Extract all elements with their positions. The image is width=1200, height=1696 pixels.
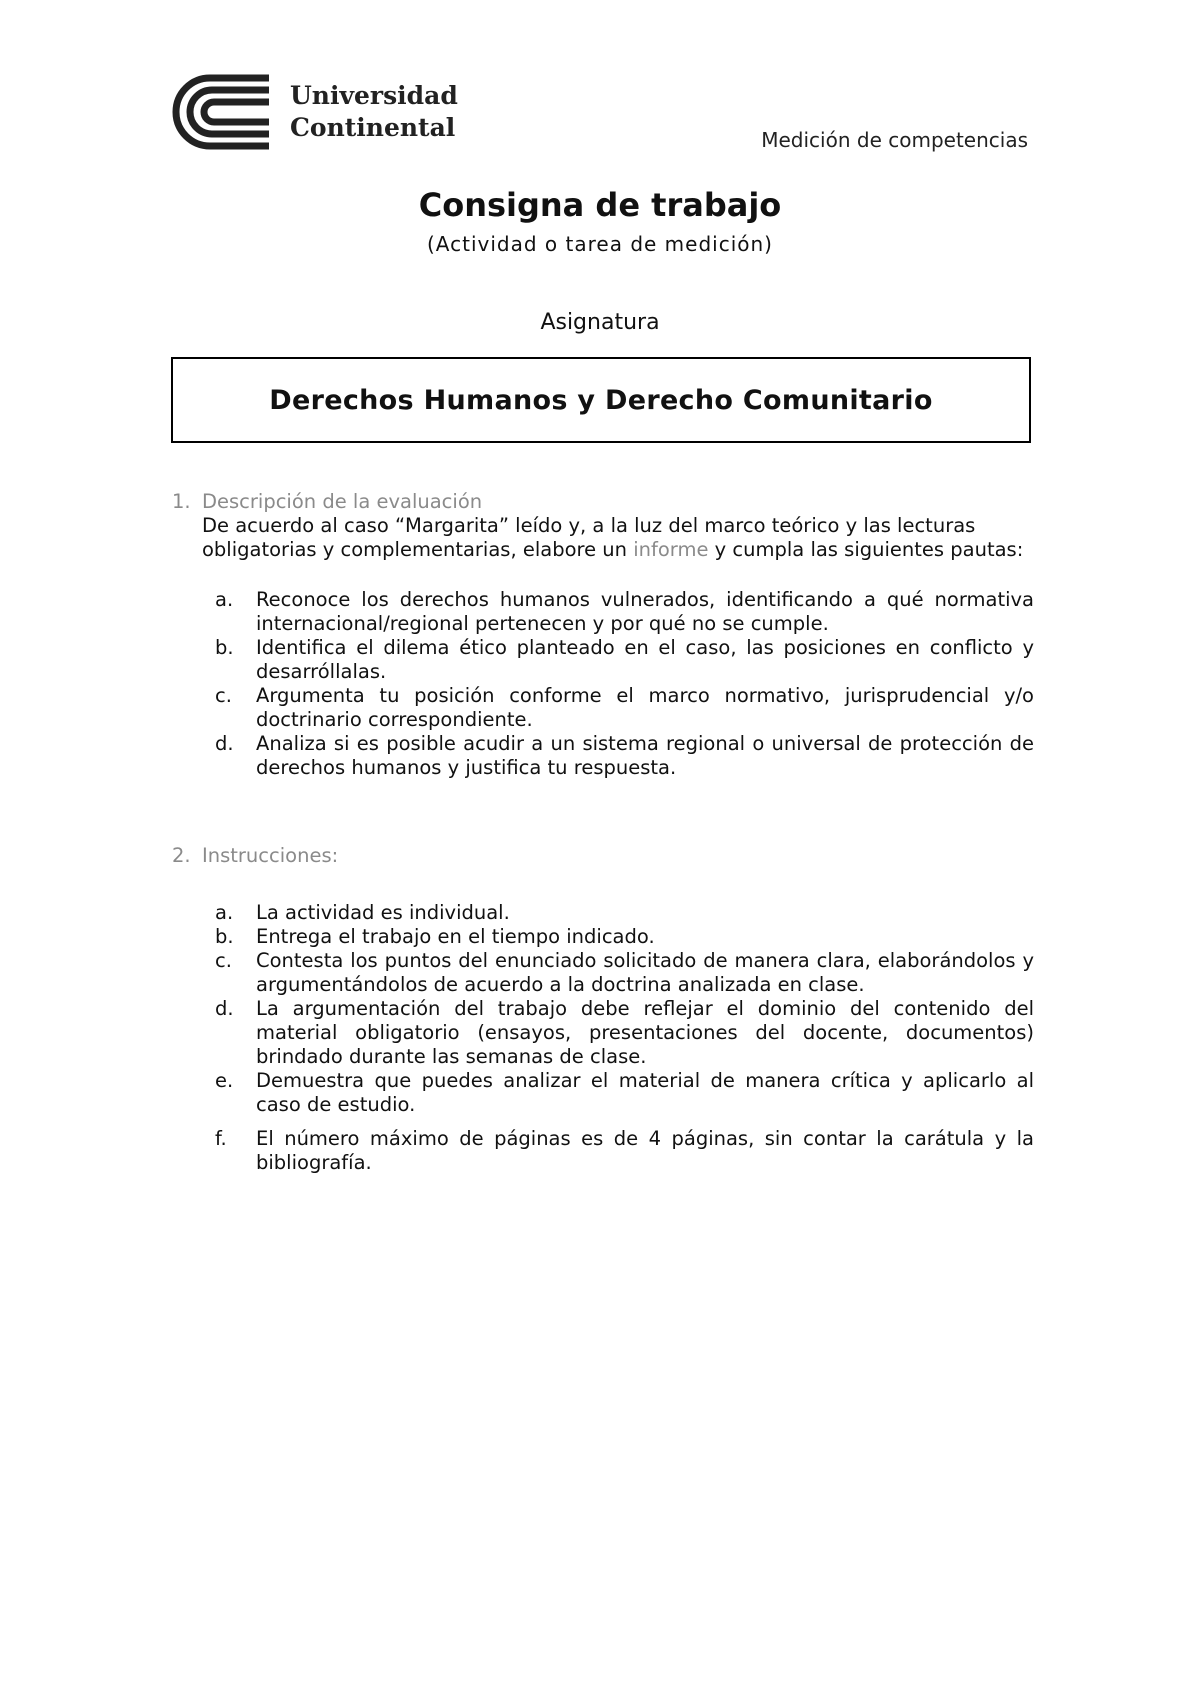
list-item <box>172 1069 1034 1117</box>
list-item <box>172 997 1034 1069</box>
page-title: Consigna de trabajo <box>418 186 782 224</box>
logo-line-2: Continental <box>290 113 456 142</box>
list-item-text: Analiza si es posible acudir a un sistema regional o universal de protección de derechos humanos y justifica tu respuesta. <box>256 732 1034 779</box>
section-heading <box>172 844 1034 868</box>
list-marker: c. <box>215 684 232 707</box>
subject-label: Asignatura <box>540 310 660 335</box>
section-heading <box>172 490 1034 514</box>
section-title: Descripción de la evaluación <box>202 490 483 513</box>
section-number: 2. <box>172 844 191 867</box>
list-item <box>172 949 1034 997</box>
section-intro <box>172 514 1034 562</box>
list-item <box>172 1127 1034 1175</box>
section-description <box>172 490 1034 780</box>
instructions-list <box>172 901 1034 1175</box>
page-subtitle: (Actividad o tarea de medición) <box>427 232 773 256</box>
list-marker: a. <box>215 901 234 924</box>
list-item <box>172 684 1034 732</box>
list-item-text: Demuestra que puedes analizar el material de manera crítica y aplicarlo al caso de estudio. <box>256 1069 1034 1116</box>
list-item <box>172 925 1034 949</box>
university-logo <box>172 74 462 152</box>
list-marker: a. <box>215 588 234 611</box>
list-marker: d. <box>215 732 234 755</box>
list-item <box>172 636 1034 684</box>
list-item-text: La argumentación del trabajo debe reflejar el dominio del contenido del material obligatorio (ensayos, presentaciones del docente, documentos) brindado durante las semanas de clase. <box>256 997 1034 1068</box>
logo-line-1: Universidad <box>290 81 458 110</box>
criteria-list <box>172 588 1034 780</box>
list-item <box>172 588 1034 636</box>
list-item-text: Reconoce los derechos humanos vulnerados, identificando a qué normativa internacional/regional pertenecen y por qué no se cumple. <box>256 588 1034 635</box>
list-item <box>172 901 1034 925</box>
list-item-text: Identifica el dilema ético planteado en el caso, las posiciones en conflicto y desarróllalas. <box>256 636 1034 683</box>
continental-logo-icon <box>172 74 276 150</box>
list-item <box>172 732 1034 780</box>
list-marker: b. <box>215 925 234 948</box>
list-item-text: El número máximo de páginas es de 4 páginas, sin contar la carátula y la bibliografía. <box>256 1127 1034 1174</box>
list-marker: d. <box>215 997 234 1020</box>
intro-text: De acuerdo al caso “Margarita” leído y, a la luz del marco teórico y las lecturas obligatorias y complementarias, elabore un <box>202 514 976 561</box>
list-marker: b. <box>215 636 234 659</box>
list-marker: c. <box>215 949 232 972</box>
section-instructions <box>172 844 1034 1175</box>
subject-box <box>171 357 1031 443</box>
section-number: 1. <box>172 490 191 513</box>
list-marker: e. <box>215 1069 234 1092</box>
header-label: Medición de competencias <box>761 128 1028 152</box>
intro-text-end: y cumpla las siguientes pautas: <box>708 538 1024 561</box>
intro-highlight: informe <box>633 538 709 561</box>
list-item-text: La actividad es individual. <box>256 901 510 924</box>
subject-name: Derechos Humanos y Derecho Comunitario <box>269 384 933 416</box>
list-item-text: Argumenta tu posición conforme el marco normativo, jurisprudencial y/o doctrinario correspondiente. <box>256 684 1034 731</box>
list-item-text: Entrega el trabajo en el tiempo indicado. <box>256 925 655 948</box>
logo-text <box>290 80 458 144</box>
list-item-text: Contesta los puntos del enunciado solicitado de manera clara, elaborándolos y argumentándolos de acuerdo a la doctrina analizada en clase. <box>256 949 1034 996</box>
list-marker: f. <box>215 1127 227 1150</box>
section-title: Instrucciones: <box>202 844 339 867</box>
